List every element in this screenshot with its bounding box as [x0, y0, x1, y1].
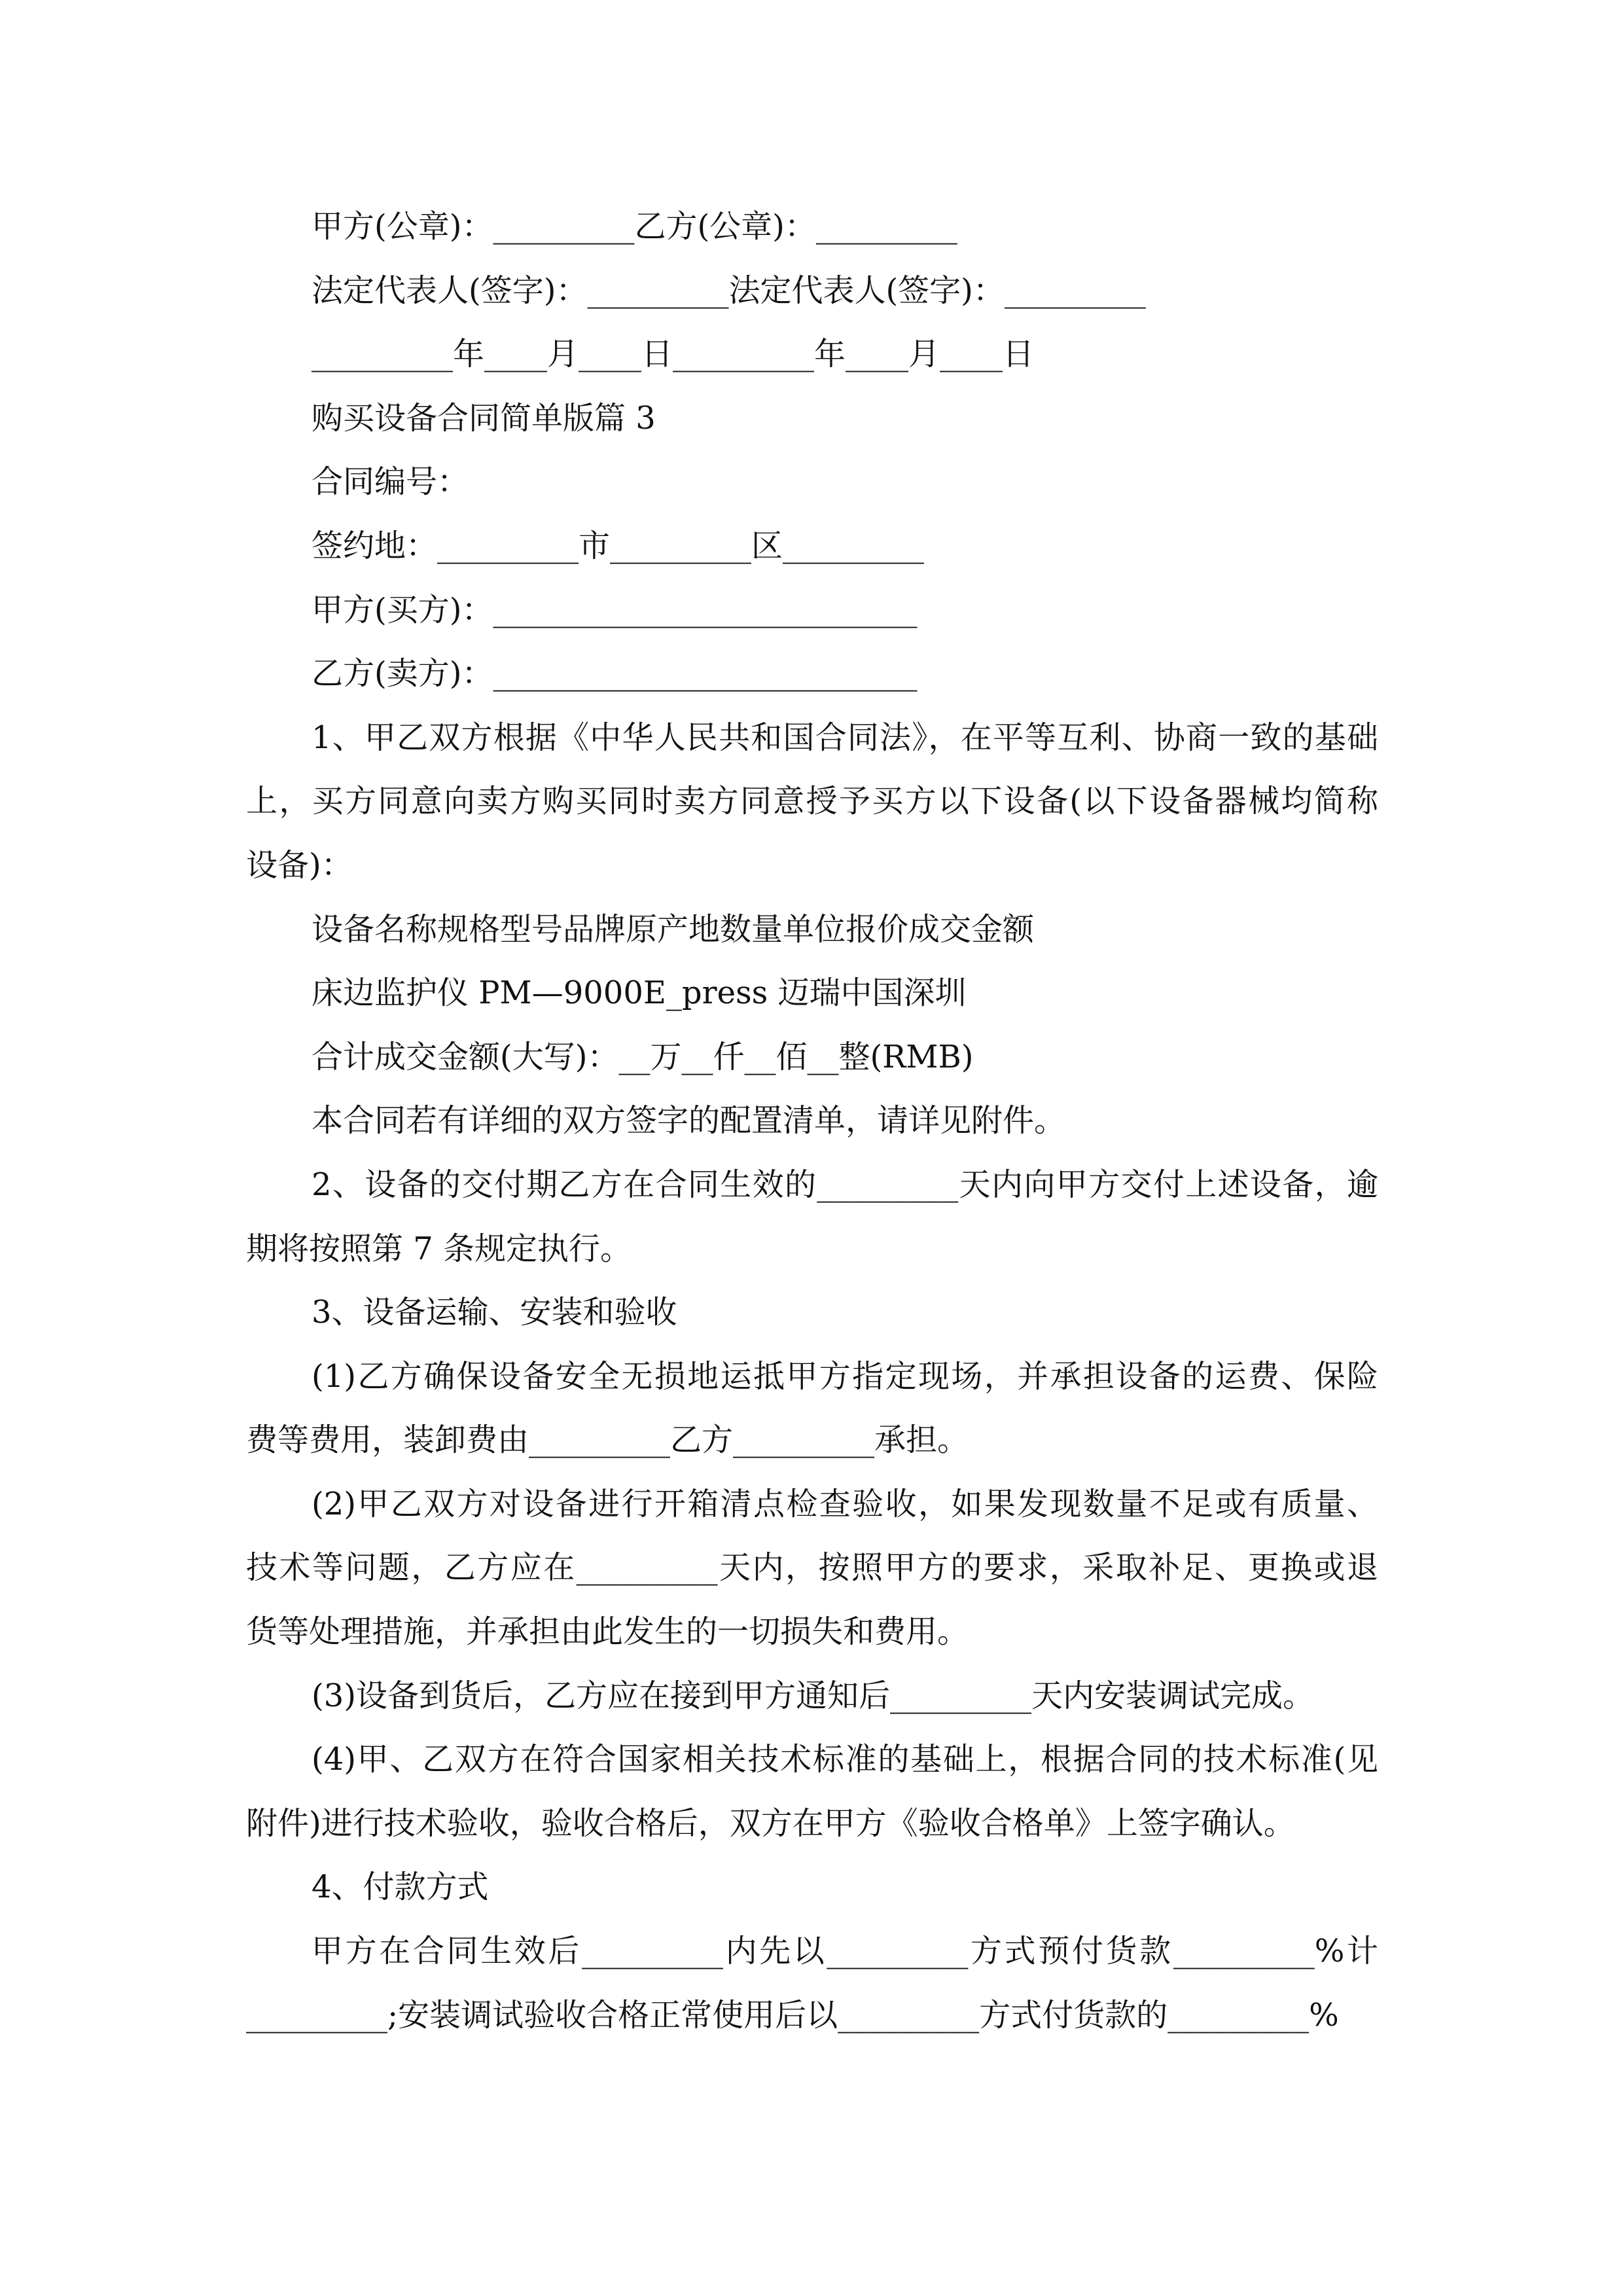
paragraph — [246, 1089, 1378, 1153]
text-line: 附件)进行技术验收，验收合格后，双方在甲方《验收合格单》上签字确认。 — [246, 1804, 1295, 1842]
text-line: 床边监护仪 PM—9000E_press 迈瑞中国深圳 — [312, 975, 967, 1012]
text-line: 乙方(卖方)：___________________________ — [312, 655, 918, 692]
paragraph — [246, 1153, 1378, 1281]
paragraph — [246, 1920, 1378, 2047]
paragraph — [246, 1026, 1378, 1090]
text-line: 上，买方同意向卖方购买同时卖方同意授予买方以下设备(以下设备器械均简称 — [246, 783, 1378, 820]
text-line: 购买设备合同简单版篇 3 — [312, 399, 656, 437]
text-line: 技术等问题，乙方应在_________天内，按照甲方的要求，采取补足、更换或退 — [246, 1549, 1378, 1587]
paragraph — [246, 579, 1378, 643]
text-line: 本合同若有详细的双方签字的配置清单，请详见附件。 — [312, 1102, 1066, 1139]
paragraph — [246, 642, 1378, 706]
text-line: 甲方(买方)：___________________________ — [312, 591, 918, 628]
text-line: 甲方在合同生效后_________内先以_________方式预付货款_________%计 — [312, 1933, 1378, 1970]
text-line: 费等费用，装卸费由_________乙方_________承担。 — [246, 1422, 969, 1459]
paragraph — [246, 387, 1378, 451]
paragraph — [246, 195, 1378, 259]
text-line: 签约地：_________市_________区_________ — [312, 527, 925, 564]
text-line: 法定代表人(签字)：_________法定代表人(签字)：_________ — [312, 272, 1146, 309]
text-line: 合计成交金额(大写)：__万__仟__佰__整(RMB) — [312, 1038, 974, 1075]
text-line: 1、甲乙双方根据《中华人民共和国合同法》，在平等互利、协商一致的基础 — [312, 719, 1378, 756]
paragraph — [246, 898, 1378, 962]
text-line: 设备名称规格型号品牌原产地数量单位报价成交金额 — [312, 910, 1035, 948]
text-line: 期将按照第 7 条规定执行。 — [246, 1230, 632, 1267]
contract-document — [246, 195, 1378, 2047]
paragraph — [246, 961, 1378, 1026]
text-line: 合同编号： — [312, 463, 469, 501]
text-line: (3)设备到货后，乙方应在接到甲方通知后_________天内安装调试完成。 — [312, 1677, 1314, 1714]
paragraph — [246, 514, 1378, 579]
text-line: (1)乙方确保设备安全无损地运抵甲方指定现场，并承担设备的运费、保险 — [312, 1357, 1378, 1395]
text-line: _________;安装调试验收合格正常使用后以_________方式付货款的_________% — [246, 1996, 1339, 2034]
paragraph — [246, 1473, 1378, 1664]
paragraph — [246, 1281, 1378, 1345]
text-line: (4)甲、乙双方在符合国家相关技术标准的基础上，根据合同的技术标准(见 — [312, 1741, 1378, 1778]
text-line: 4、付款方式 — [312, 1869, 489, 1906]
text-line: 设备)： — [246, 846, 353, 884]
text-line: 2、设备的交付期乙方在合同生效的_________天内向甲方交付上述设备，逾 — [312, 1166, 1378, 1203]
paragraph — [246, 1345, 1378, 1473]
text-line: 甲方(公章)：_________乙方(公章)：_________ — [312, 208, 957, 245]
paragraph — [246, 450, 1378, 514]
text-line: 货等处理措施，并承担由此发生的一切损失和费用。 — [246, 1613, 969, 1651]
paragraph — [246, 259, 1378, 323]
paragraph — [246, 323, 1378, 387]
text-line: _________年____月____日_________年____月____日 — [312, 336, 1035, 373]
paragraph — [246, 1856, 1378, 1920]
paragraph — [246, 706, 1378, 898]
text-line: (2)甲乙双方对设备进行开箱清点检查验收，如果发现数量不足或有质量、 — [312, 1485, 1378, 1522]
text-line: 3、设备运输、安装和验收 — [312, 1294, 677, 1331]
paragraph — [246, 1664, 1378, 1729]
paragraph — [246, 1728, 1378, 1856]
